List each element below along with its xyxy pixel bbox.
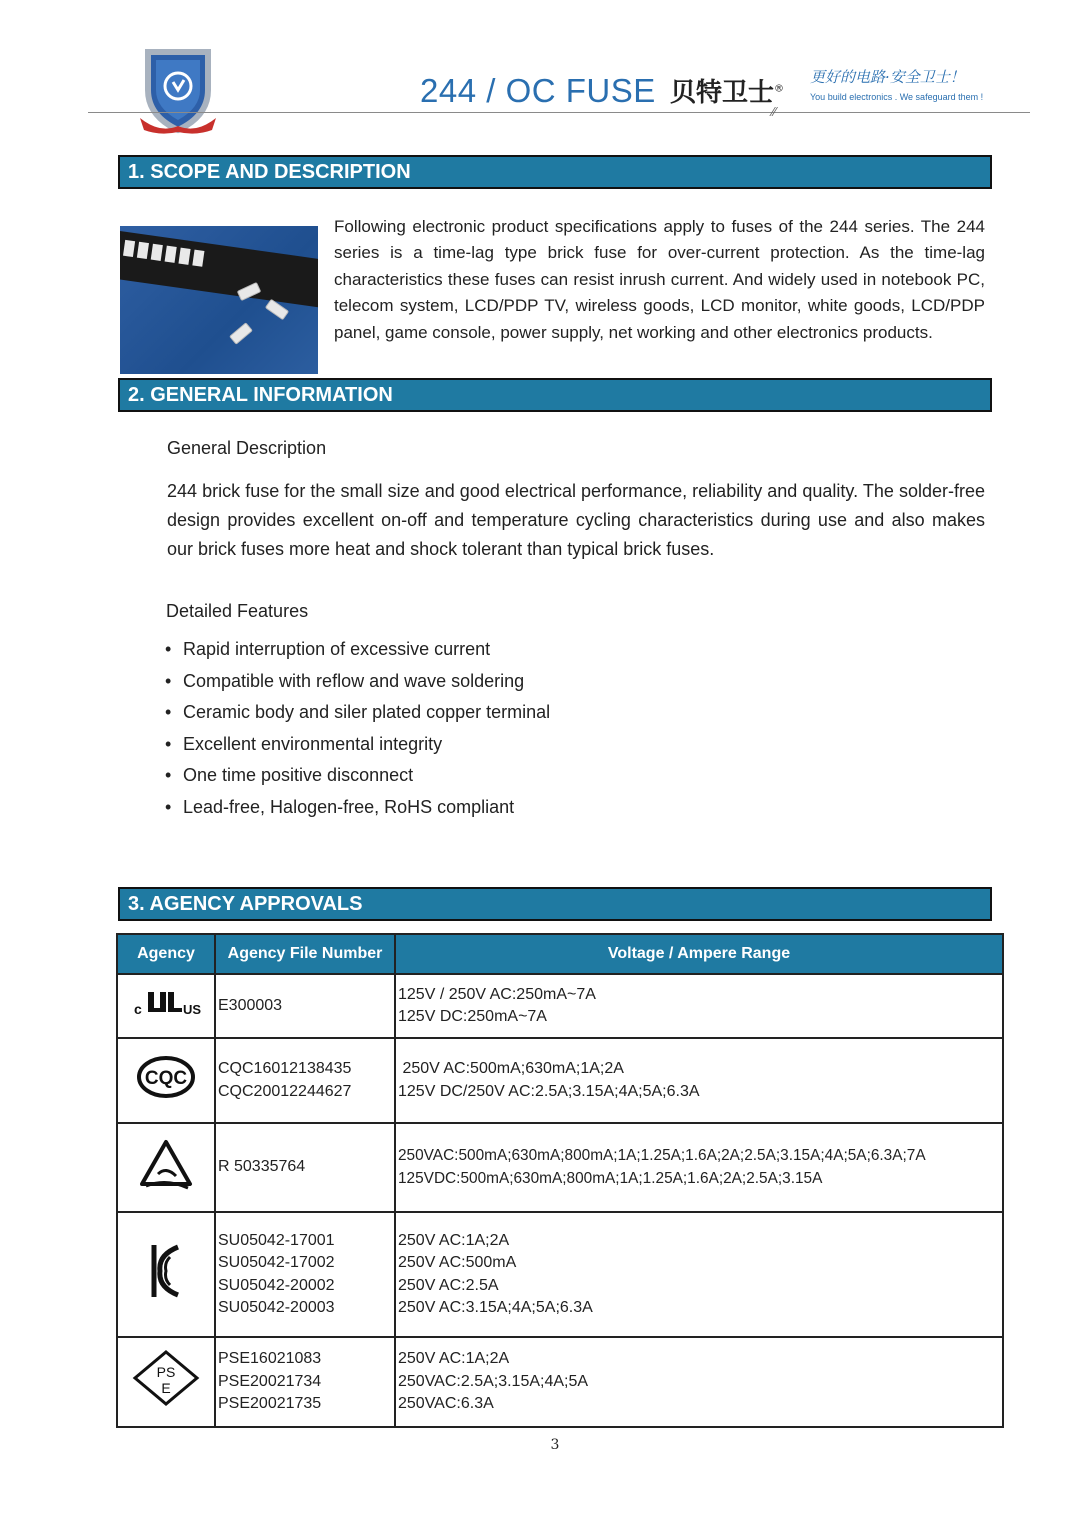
carrier-tape-graphic [120,230,318,310]
list-item: • One time positive disconnect [165,765,414,785]
svg-text:E: E [161,1380,171,1397]
ul-recognized-icon [126,982,206,1022]
range-cell: 250V AC:500mA;630mA;1A;2A 125V DC/250V AC:2.5A;3.15A;4A;5A;6.3A [395,1038,1003,1123]
agency-cell [117,1212,215,1337]
slogan-cn: 更好的电路·安全卫士！ [810,68,965,86]
table-header-row [117,934,1003,974]
table-row [117,1212,1003,1337]
svg-text:PS: PS [156,1364,176,1381]
list-item: • Lead-free, Halogen-free, RoHS compliant [165,796,515,817]
tuv-triangle-icon [136,1136,196,1192]
svg-text:c: c [134,1001,142,1018]
section-scope-title: 1. SCOPE AND DESCRIPTION [118,155,992,189]
file-number-cell: PSE16021083 PSE20021734 PSE20021735 [215,1337,395,1427]
document-title: 244 / OC FUSE [420,72,656,109]
range-cell: 125V / 250V AC:250mA~7A 125V DC:250mA~7A [395,974,1003,1038]
section-general-title: 2. GENERAL INFORMATION [118,378,992,412]
svg-text:CQC: CQC [144,1067,188,1089]
column-header-file-number: Agency File Number [215,934,395,974]
column-header-range: Voltage / Ampere Range [395,934,1003,974]
table-row [117,1038,1003,1123]
file-number-cell: R 50335764 [215,1123,395,1212]
file-number-cell: SU05042-17001 SU05042-17002 SU05042-20002 SU05042-20003 [215,1212,395,1337]
section-approvals-title: 3. AGENCY APPROVALS [118,887,992,921]
page-number: 3 [550,1437,560,1453]
features-list [165,634,550,823]
list-item: • Compatible with reflow and wave soldering [165,670,525,691]
agency-approvals-table [116,933,1004,1428]
general-description-heading: General Description [167,438,327,458]
file-number-cell: CQC16012138435 CQC20012244627 [215,1038,395,1123]
brand-name-cn: 贝特卫士® [670,78,785,108]
cqc-icon [134,1052,198,1102]
column-header-agency: Agency [117,934,215,974]
file-number-cell: E300003 [215,974,395,1038]
svg-text:US: US [183,1002,202,1018]
agency-cell [117,1038,215,1123]
product-photo [120,226,318,374]
kc-icon [144,1239,188,1303]
detailed-features-heading: Detailed Features [166,601,309,621]
range-cell: 250VAC:500mA;630mA;800mA;1A;1.25A;1.6A;2A;2.5A;3.15A;4A;5A;6.3A;7A 125VDC:500mA;630mA;800mA;1A;1.25A;1.6A;2A;2.5A;3.15A [395,1123,1003,1212]
header-divider [88,112,1030,113]
table-row [117,1337,1003,1427]
company-logo-shield-icon [130,38,226,136]
list-item: • Ceramic body and siler plated copper terminal [165,702,551,722]
pse-diamond-icon [131,1348,201,1408]
range-cell: 250V AC:1A;2A 250VAC:2.5A;3.15A;4A;5A 250VAC:6.3A [395,1337,1003,1427]
scope-description: Following electronic product specifications apply to fuses of the 244 series. The 244 series is a time-lag type brick fuse for over-current protection. As the time-lag characteristics these fuses can resist inrush current. And widely used in notebook PC, telecom system, LCD/PDP TV, wireless goods, LCD monitor, white goods, LCD/PDP panel, game console, power supply, net working and other electronics products. [334,217,985,342]
general-description-text: 244 brick fuse for the small size and good electrical performance, reliability and quality. The solder-free design provides excellent on-off and temperature cycling characteristics during use and also makes our brick fuses more heat and shock tolerant than typical brick fuses. [167,481,985,559]
agency-cell [117,1337,215,1427]
table-row [117,974,1003,1038]
range-cell: 250V AC:1A;2A 250V AC:500mA 250V AC:2.5A 250V AC:3.15A;4A;5A;6.3A [395,1212,1003,1337]
agency-cell [117,974,215,1038]
table-row [117,1123,1003,1212]
list-item: • Rapid interruption of excessive current [165,639,491,659]
divider-ornament-icon: ⁄⁄ [772,104,777,119]
agency-cell [117,1123,215,1212]
fuse-graphic [229,322,253,345]
slogan-en: You build electronics . We safeguard them ! [810,92,984,102]
list-item: • Excellent environmental integrity [165,733,443,754]
